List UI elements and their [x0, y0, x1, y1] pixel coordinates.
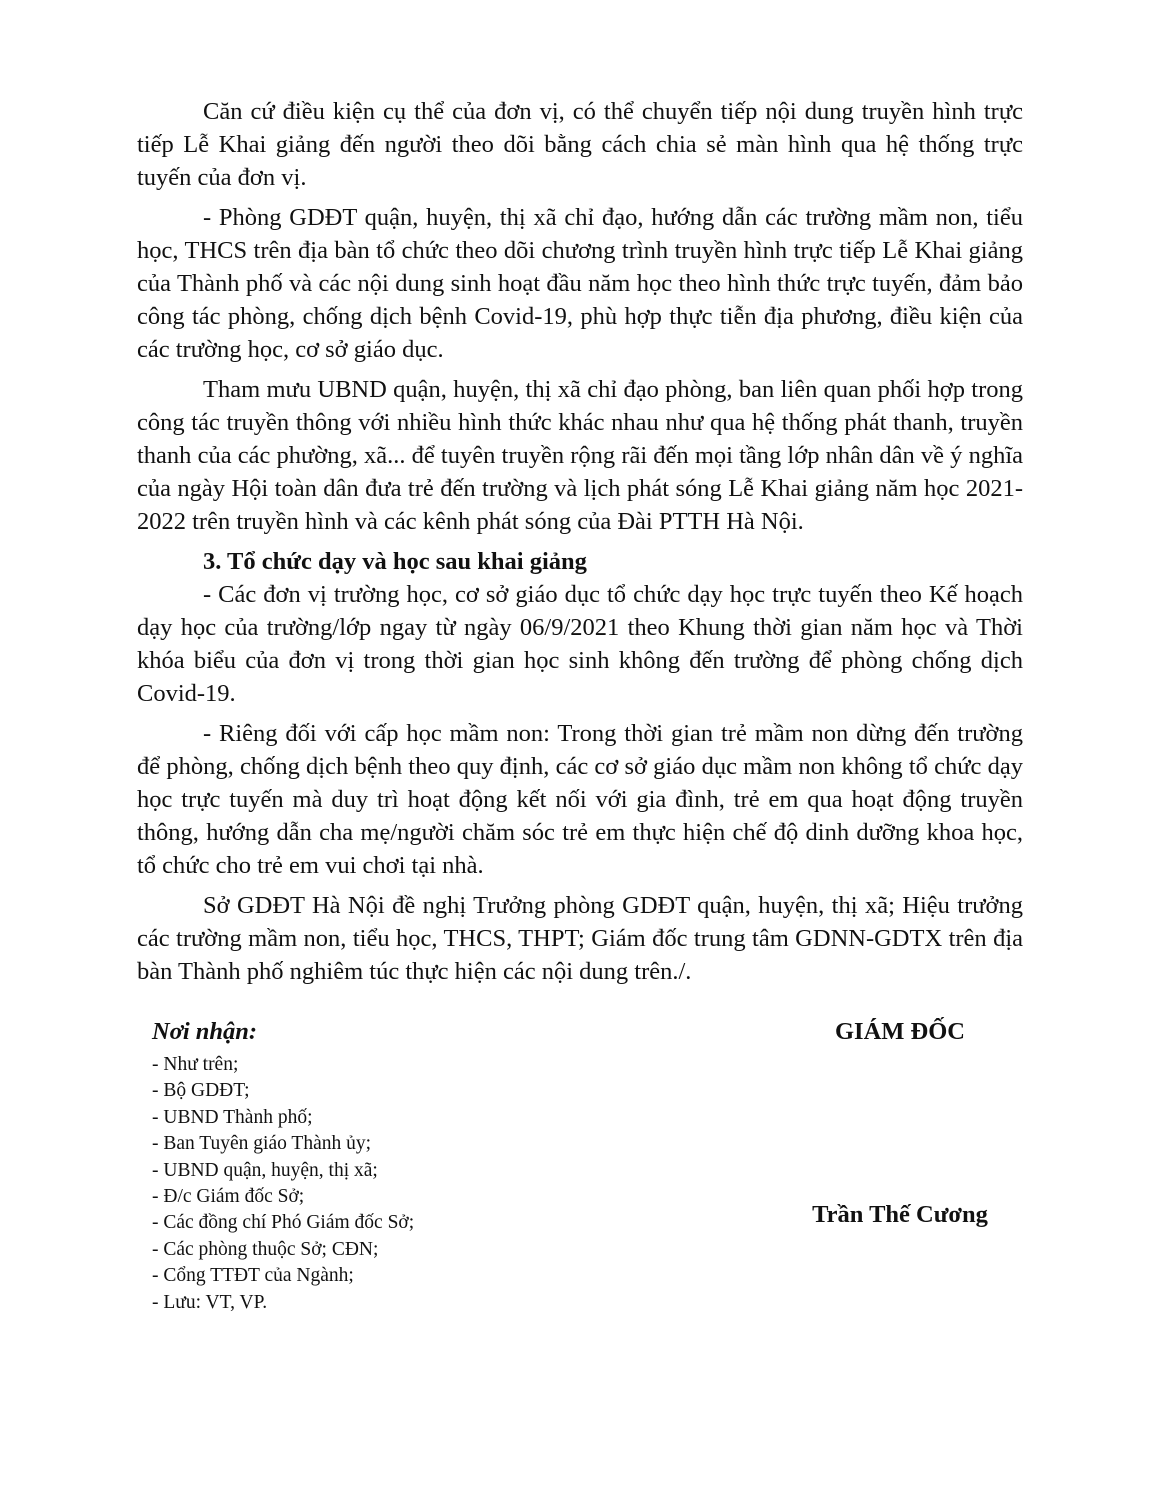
- section-heading-3: 3. Tổ chức dạy và học sau khai giảng: [203, 548, 587, 576]
- recipient-item: - Cổng TTĐT của Ngành;: [152, 1265, 354, 1287]
- document-body: [137, 96, 1023, 997]
- signer-role: GIÁM ĐỐC: [835, 1018, 965, 1045]
- recipient-item: - UBND Thành phố;: [152, 1106, 313, 1128]
- recipient-item: - Ban Tuyên giáo Thành ủy;: [152, 1133, 372, 1155]
- paragraph-online-teaching: - Các đơn vị trường học, cơ sở giáo dục tổ chức dạy học trực tuyến theo Kế hoạch dạy học của trường/lớp ngay từ ngày 06/9/2021 theo Khung thời gian năm học và Thời khóa biểu của đơn vị trong thời gian học sinh không đến trường để phòng chống dịch Covid-19.: [137, 581, 1023, 707]
- paragraph-district-office-guidance: - Phòng GDĐT quận, huyện, thị xã chỉ đạo, hướng dẫn các trường mầm non, tiểu học, THCS trên địa bàn tổ chức theo dõi chương trình truyền hình trực tiếp Lễ Khai giảng của Thành phố và các nội dung sinh hoạt đầu năm học theo hình thức trực tuyến, đảm bảo công tác phòng, chống dịch bệnh Covid-19, phù hợp thực tiễn địa phương, điều kiện của các trường học, cơ sở giáo dục.: [137, 204, 1023, 363]
- recipient-item: - Các phòng thuộc Sở; CĐN;: [152, 1238, 379, 1260]
- recipients-list: [152, 1052, 612, 1316]
- recipient-item: - Đ/c Giám đốc Sở;: [152, 1186, 305, 1208]
- signer-name: Trần Thế Cương: [812, 1201, 988, 1228]
- recipient-item: - Như trên;: [152, 1054, 239, 1075]
- paragraph-livestream-sharing: Căn cứ điều kiện cụ thể của đơn vị, có thể chuyển tiếp nội dung truyền hình trực tiếp Lễ Khai giảng đến người theo dõi bằng cách chia sẻ màn hình qua hệ thống trực tuyến của đơn vị.: [137, 98, 1023, 191]
- recipients-title: Nơi nhận:: [152, 1018, 258, 1045]
- paragraph-communication-advice: Tham mưu UBND quận, huyện, thị xã chỉ đạo phòng, ban liên quan phối hợp trong công tác truyền thông với nhiều hình thức khác nhau như qua hệ thống phát thanh, truyền thanh của các phường, xã... để tuyên truyền rộng rãi đến mọi tầng lớp nhân dân về ý nghĩa của ngày Hội toàn dân đưa trẻ đến trường và lịch phát sóng Lễ Khai giảng năm học 2021-2022 trên truyền hình và các kênh phát sóng của Đài PTTH Hà Nội.: [137, 376, 1023, 535]
- recipients-block: [152, 1015, 612, 1316]
- paragraph-preschool: - Riêng đối với cấp học mầm non: Trong thời gian trẻ mầm non dừng đến trường để phòng, chống dịch bệnh theo quy định, các cơ sở giáo dục mầm non không tổ chức dạy học trực tuyến mà duy trì hoạt động kết nối với gia đình, trẻ em qua hoạt động truyền thông, hướng dẫn cha mẹ/người chăm sóc trẻ em thực hiện chế độ dinh dưỡng khoa học, tổ chức cho trẻ em vui chơi tại nhà.: [137, 720, 1023, 879]
- paragraph-request: Sở GDĐT Hà Nội đề nghị Trưởng phòng GDĐT quận, huyện, thị xã; Hiệu trưởng các trường mầm non, tiểu học, THCS, THPT; Giám đốc trung tâm GDNN-GDTX trên địa bàn Thành phố nghiêm túc thực hiện các nội dung trên./.: [137, 892, 1023, 985]
- recipient-item: - Các đồng chí Phó Giám đốc Sở;: [152, 1212, 415, 1234]
- recipient-item: - UBND quận, huyện, thị xã;: [152, 1159, 378, 1181]
- recipient-item: - Lưu: VT, VP.: [152, 1291, 268, 1313]
- recipient-item: - Bộ GDĐT;: [152, 1080, 250, 1102]
